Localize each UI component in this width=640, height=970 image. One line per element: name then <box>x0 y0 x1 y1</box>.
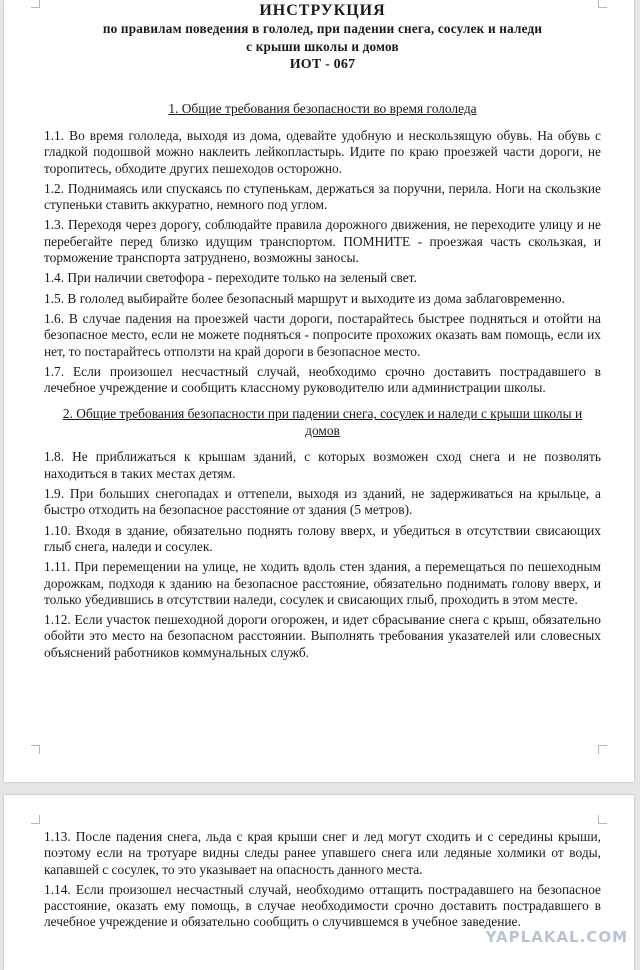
page-corner-mark <box>31 0 40 8</box>
paragraph-1-1: 1.1. Во время гололеда, выходя из дома, одевайте удобную и нескользящую обувь. На обувь с гладкой подошвой можно наклеить лейкопластырь. Идите по краю проезжей части дороги, не торопитесь, обходите других пешеходов осторожно. <box>44 128 601 176</box>
paragraph-1-13: 1.13. После падения снега, льда с края крыши снег и лед могут сходить и с середины крыши, поэтому если на тротуаре видны следы ранее упавшего снега или ледяные холмики от воды, капавшей с сосулек, то это указывает на опасность данного места. <box>44 829 601 877</box>
paragraph-1-8: 1.8. Не приближаться к крышам зданий, с которых возможен сход снега и не позволять находиться в таких местах детям. <box>44 449 601 481</box>
page-corner-mark <box>598 815 607 824</box>
section-2-title: 2. Общие требования безопасности при падении снега, сосулек и наледи с крыши школы и домов <box>62 406 583 439</box>
document-subtitle-line-2: с крыши школы и домов <box>246 39 399 54</box>
document-code: ИОТ - 067 <box>289 57 356 72</box>
paragraph-1-10: 1.10. Входя в здание, обязательно поднять голову вверх, и убедиться в отсутствии свисающих глыб снега, наледи и сосулек. <box>44 522 601 554</box>
site-watermark: YAPLAKAL.COM <box>485 928 628 946</box>
document-subtitle-line-1: по правилам поведения в гололед, при падении снега, сосулек и наледи <box>102 21 543 36</box>
page-corner-mark <box>598 745 607 754</box>
paragraph-1-5: 1.5. В гололед выбирайте более безопасный маршрут и выходите из дома заблаговременно. <box>44 290 565 306</box>
paragraph-1-2: 1.2. Поднимаясь или спускаясь по ступенькам, держаться за поручни, перила. Ноги на скользкие ступеньки ставить аккуратно, немного под углом. <box>44 180 601 213</box>
section-1-title: 1. Общие требования безопасности во время гололеда <box>168 101 477 116</box>
page-2-content <box>44 829 601 935</box>
document-page-1 <box>4 0 634 782</box>
paragraph-1-4: 1.4. При наличии светофора - переходите только на зеленый свет. <box>44 270 417 286</box>
paragraph-1-12: 1.12. Если участок пешеходной дороги огорожен, и идет сбрасывание снега с крыш, обязательно обойти это место на безопасном расстоянии. Выполнять требования указателей или словесных объяснений работников коммунальных служб. <box>44 612 601 660</box>
page-corner-mark <box>31 745 40 754</box>
paragraph-1-3: 1.3. Переходя через дорогу, соблюдайте правила дорожного движения, не переходите улицу и не перебегайте перед близко идущим транспортом. ПОМНИТЕ - проезжая часть скользкая, и торможение транспорта затруднено, возможны заносы. <box>44 217 601 266</box>
page-1-content <box>44 2 601 665</box>
document-header <box>44 2 601 74</box>
paragraph-1-7: 1.7. Если произошел несчастный случай, необходимо срочно доставить пострадавшего в лечебное учреждение и сообщить классному руководителю или администрации школы. <box>44 363 601 396</box>
paragraph-1-9: 1.9. При больших снегопадах и оттепели, выходя из зданий, не задерживаться на крыльце, а быстро отходить на безопасное расстояние от здания (5 метров). <box>44 486 601 518</box>
document-title: ИНСТРУКЦИЯ <box>259 2 386 19</box>
paragraph-1-14: 1.14. Если произошел несчастный случай, необходимо оттащить пострадавшего на безопасное расстояние, оказать ему помощь, в случае необходимости срочно доставить пострадавшего в лечебное учреждение и обязательно сообщить о случившемся в учебное заведение. <box>44 881 601 930</box>
paragraph-1-11: 1.11. При перемещении на улице, не ходить вдоль стен здания, а перемещаться по пешеходным дорожкам, подходя к зданию на безопасное расстояние, обязательно поднимать голову вверх, и только убедившись в отсутствии наледи, сосулек и свисающих глыб, проходить в этом месте. <box>44 559 601 607</box>
page-corner-mark <box>31 815 40 824</box>
paragraph-1-6: 1.6. В случае падения на проезжей части дороги, постарайтесь быстрее подняться и отойти на безопасное место, если не можете подняться - попросите прохожих оказать вам помощь, если их нет, то постарайтесь отползти на край дороги в безопасное место. <box>44 310 601 359</box>
